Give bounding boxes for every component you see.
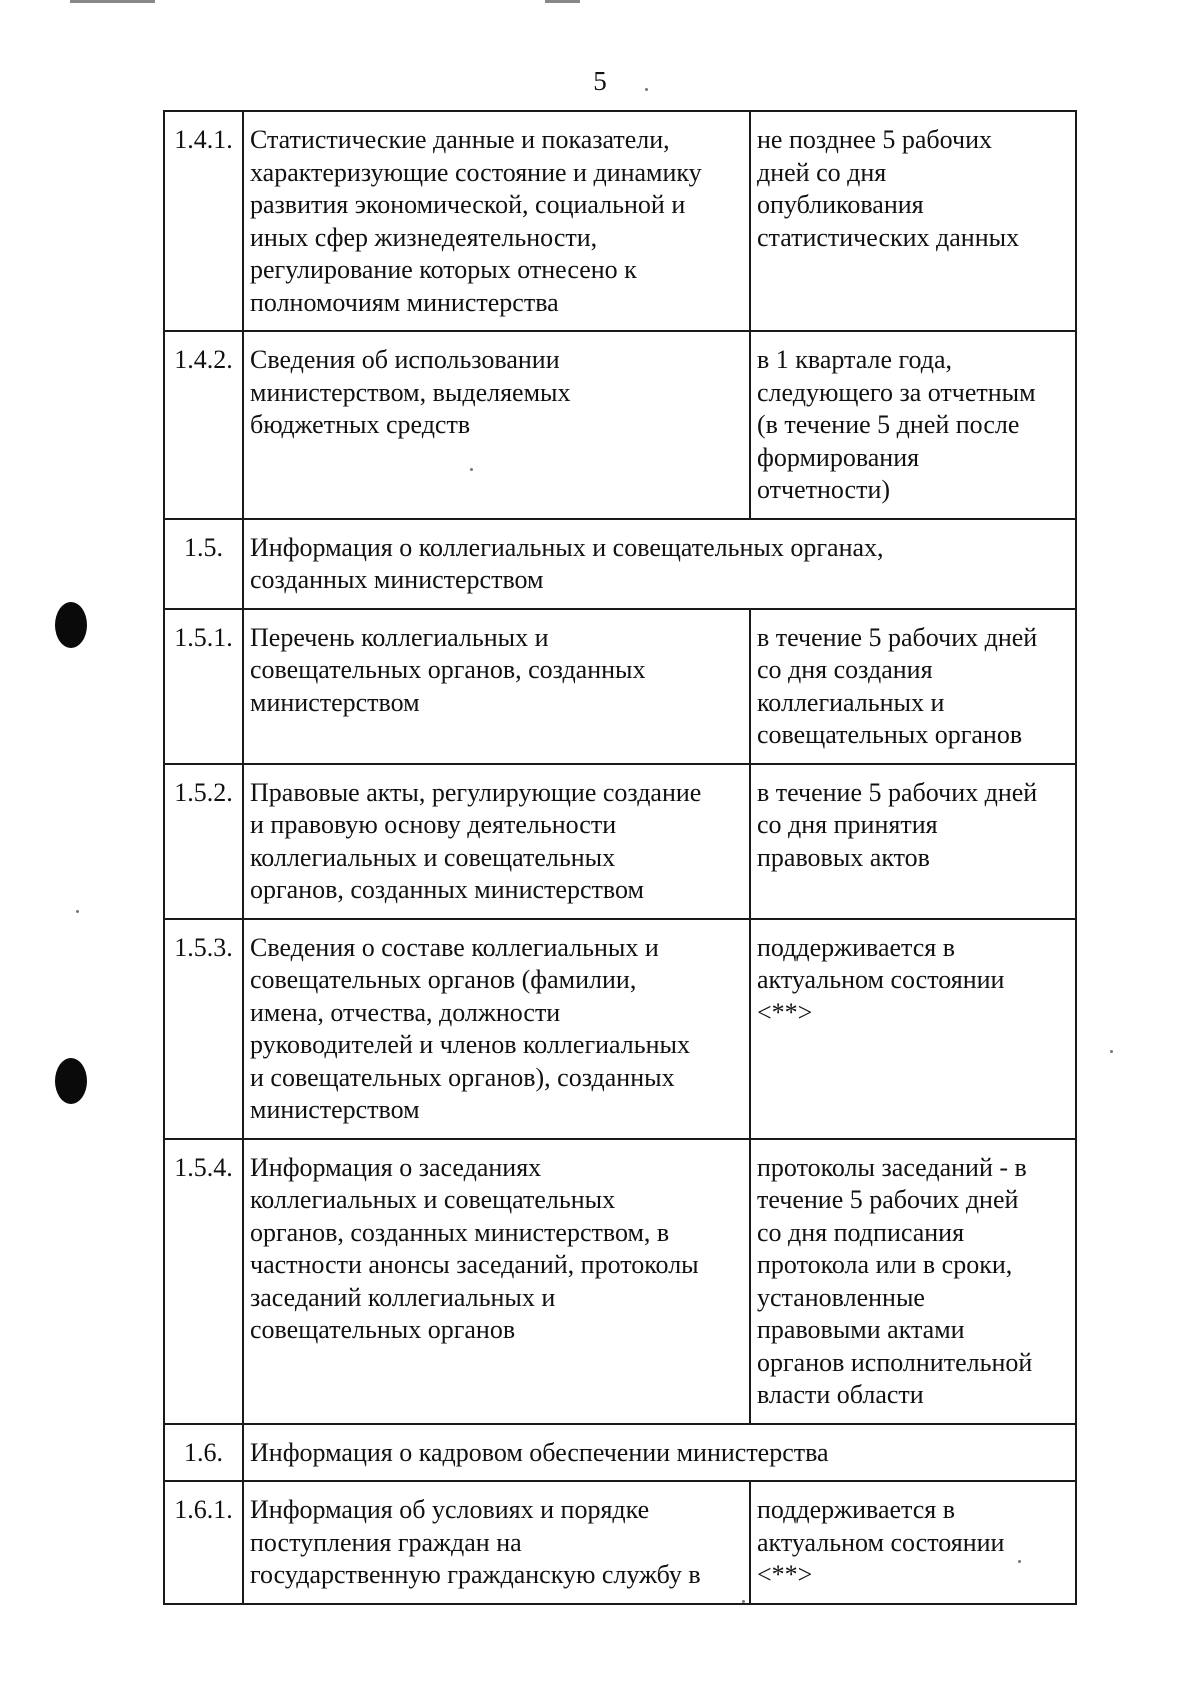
item-deadline: в 1 квартале года, следующего за отчетным (в течение 5 дней после формирования отчетности) (750, 331, 1076, 519)
item-number: 1.4.2. (164, 331, 243, 519)
item-description: Сведения о составе коллегиальных и совещательных органов (фамилии, имена, отчества, должности руководителей и членов коллегиальных и совещательных органов), созданных министерством (243, 919, 750, 1139)
punch-hole (55, 602, 87, 648)
section-number: 1.6. (164, 1424, 243, 1482)
punch-hole (55, 1058, 87, 1104)
section-number: 1.5. (164, 519, 243, 609)
scan-speck (76, 910, 79, 913)
item-deadline: поддерживается в актуальном состоянии <**> (750, 919, 1076, 1139)
disclosure-table (163, 110, 1077, 1605)
item-deadline: не позднее 5 рабочих дней со дня опубликования статистических данных (750, 111, 1076, 331)
table-row (164, 111, 1076, 331)
item-number: 1.5.1. (164, 609, 243, 764)
item-number: 1.5.2. (164, 764, 243, 919)
table-row (164, 331, 1076, 519)
scan-speck (645, 88, 648, 91)
item-description: Информация о заседаниях коллегиальных и совещательных органов, созданных министерством, в частности анонсы заседаний, протоколы заседаний коллегиальных и совещательных органов (243, 1139, 750, 1424)
section-title: Информация о коллегиальных и совещательных органах, созданных министерством (243, 519, 1076, 609)
item-number: 1.4.1. (164, 111, 243, 331)
item-deadline: в течение 5 рабочих дней со дня создания коллегиальных и совещательных органов (750, 609, 1076, 764)
item-number: 1.6.1. (164, 1481, 243, 1604)
item-deadline: поддерживается в актуальном состоянии <**> (750, 1481, 1076, 1604)
table-row (164, 1139, 1076, 1424)
table-row (164, 919, 1076, 1139)
section-row (164, 1424, 1076, 1482)
section-row (164, 519, 1076, 609)
scan-speck (1110, 1050, 1113, 1053)
item-description: Статистические данные и показатели, характеризующие состояние и динамику развития экономической, социальной и иных сфер жизнедеятельности, регулирование которых отнесено к полномочиям министерства (243, 111, 750, 331)
item-description: Сведения об использовании министерством, выделяемых бюджетных средств (243, 331, 750, 519)
item-description: Информация об условиях и порядке поступления граждан на государственную гражданскую службу в (243, 1481, 750, 1604)
section-title: Информация о кадровом обеспечении министерства (243, 1424, 1076, 1482)
scan-artifact (545, 0, 580, 3)
table-row (164, 1481, 1076, 1604)
table-row (164, 609, 1076, 764)
item-description: Перечень коллегиальных и совещательных органов, созданных министерством (243, 609, 750, 764)
item-number: 1.5.3. (164, 919, 243, 1139)
item-description: Правовые акты, регулирующие создание и правовую основу деятельности коллегиальных и совещательных органов, созданных министерством (243, 764, 750, 919)
table-row (164, 764, 1076, 919)
page-number: 5 (593, 66, 607, 96)
scan-artifact (70, 0, 155, 3)
item-deadline: протоколы заседаний - в течение 5 рабочих дней со дня подписания протокола или в сроки, установленные правовыми актами органов исполнительной власти области (750, 1139, 1076, 1424)
item-number: 1.5.4. (164, 1139, 243, 1424)
item-deadline: в течение 5 рабочих дней со дня принятия правовых актов (750, 764, 1076, 919)
